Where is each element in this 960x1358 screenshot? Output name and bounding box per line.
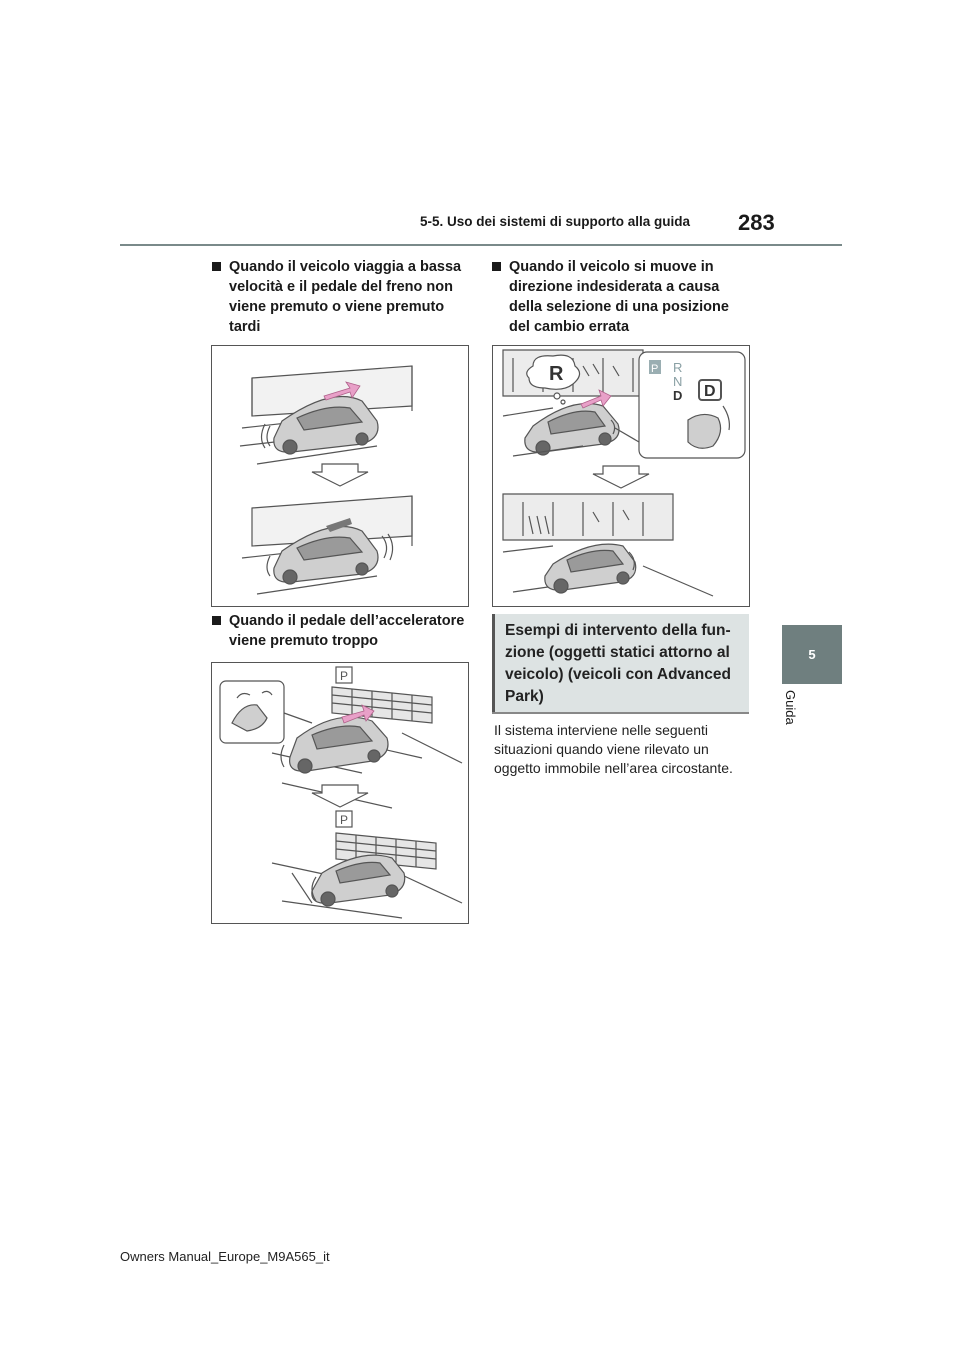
bullet-square-icon: [212, 616, 221, 625]
svg-text:P: P: [340, 669, 349, 683]
chapter-number: 5: [808, 647, 816, 662]
gear-r-label: R: [673, 360, 683, 375]
chapter-tab[interactable]: [782, 625, 842, 684]
chapter-label-text: Guida: [783, 690, 798, 725]
caption-accelerator: [212, 611, 470, 651]
bullet-square-icon: [492, 262, 501, 271]
bullet-square-icon: [212, 262, 221, 271]
footer-manual-id: Owners Manual_Europe_M9A565_it: [120, 1249, 330, 1264]
heading-box-advanced-park: [492, 614, 749, 712]
body-paragraph: Il sistema interviene nelle seguenti situazioni quando viene rilevato un oggetto immobile nell’area circostante.: [494, 722, 733, 776]
figure-accelerator-pressed: [211, 662, 469, 924]
page-number: 283: [738, 210, 775, 235]
storefront-gear-illustration: [493, 346, 749, 606]
figure-low-speed-brake: [211, 345, 469, 607]
gear-n-label: N: [673, 374, 683, 389]
gear-p-label: P: [651, 363, 659, 375]
caption-low-speed-text: Quando il veicolo viaggia a bassa velocità e il pedale del freno non viene premuto o viene premuto tardi: [229, 259, 462, 335]
caption-wrong-gear-text: Quando il veicolo si muove in direzione indesiderata a causa della selezione di una posizione del cambio errata: [509, 259, 729, 335]
parking-lot-illustration: [212, 663, 468, 923]
caption-low-speed: [212, 257, 470, 337]
header-divider: [120, 244, 842, 246]
parking-wall-illustration: [212, 346, 468, 606]
heading-box-text: Esempi di intervento della fun-zione (oggetti statici attorno al veicolo) (veicoli con Advanced Park): [505, 622, 731, 705]
chapter-label: [778, 690, 818, 750]
caption-wrong-gear: [492, 257, 750, 337]
selected-gear-label: D: [704, 383, 716, 400]
svg-text:P: P: [340, 813, 349, 827]
thought-gear-label: R: [549, 363, 564, 385]
gear-d-label: D: [673, 388, 683, 403]
header-section-title: 5-5. Uso dei sistemi di supporto alla guida: [420, 214, 691, 229]
caption-accelerator-text: Quando il pedale dell’acceleratore viene premuto troppo: [229, 613, 465, 649]
figure-wrong-gear: [492, 345, 750, 607]
heading-box-underline: [492, 712, 749, 714]
